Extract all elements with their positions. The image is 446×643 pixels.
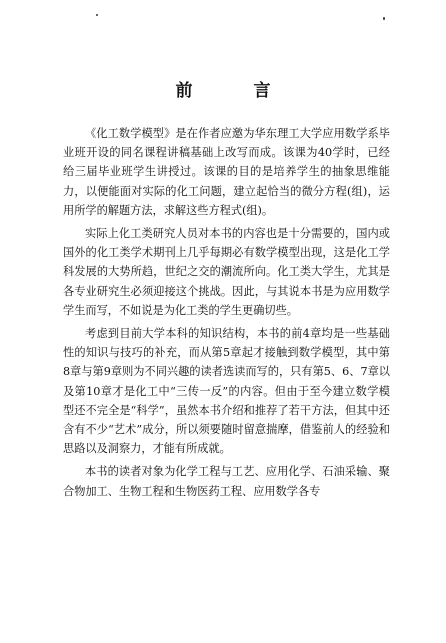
preface-paragraph-2: 实际上化工类研究人员对本书的内容也是十分需要的，国内或国外的化工类学术期刊上几乎每期必有数学模型出现，这是化工学科发展的大势所趋，世纪之交的潮流所向。化工类大学生，尤其是各专业研究生必须迎接这个挑战。因此，与其说本书是为应用数学学生而写，不如说是为化工类的学生更确切些。 (63, 227, 390, 317)
preface-body (63, 124, 390, 505)
preface-paragraph-4: 本书的读者对象为化学工程与工艺、应用化学、石油采输、聚合物加工、生物工程和生物医药工程、应用数学各专 (63, 465, 390, 498)
scan-speck-left (96, 14, 98, 16)
preface-title: 前 言 (175, 81, 293, 101)
preface-paragraph-3: 考虑到目前大学本科的知识结构，本书的前4章均是一些基础性的知识与技巧的补充，而从第5章起才接触到数学模型，其中第8章与第9章则为不同兴趣的读者选读而写的，只有第5、6、7章以及第10章才是化工中“三传一反”的内容。但由于至今建立数学模型还不完全是“科学”，虽然本书介绍和推荐了若干方法，但其中还含有不少“艺术”成分，所以须要随时留意揣摩，借鉴前人的经验和思路以及洞察力，才能有所成就。 (63, 327, 390, 456)
scan-speck-right (383, 17, 385, 20)
preface-paragraph-1: 《化工数学模型》是在作者应邀为华东理工大学应用数学系毕业班开设的同名课程讲稿基础上改写而成。该课为40学时，已经给三届毕业班学生讲授过。该课的目的是培养学生的抽象思维能力，以便能面对实际的化工问题，建立起恰当的微分方程(组)，运用所学的解题方法，求解这些方程式(组)。 (63, 127, 390, 217)
